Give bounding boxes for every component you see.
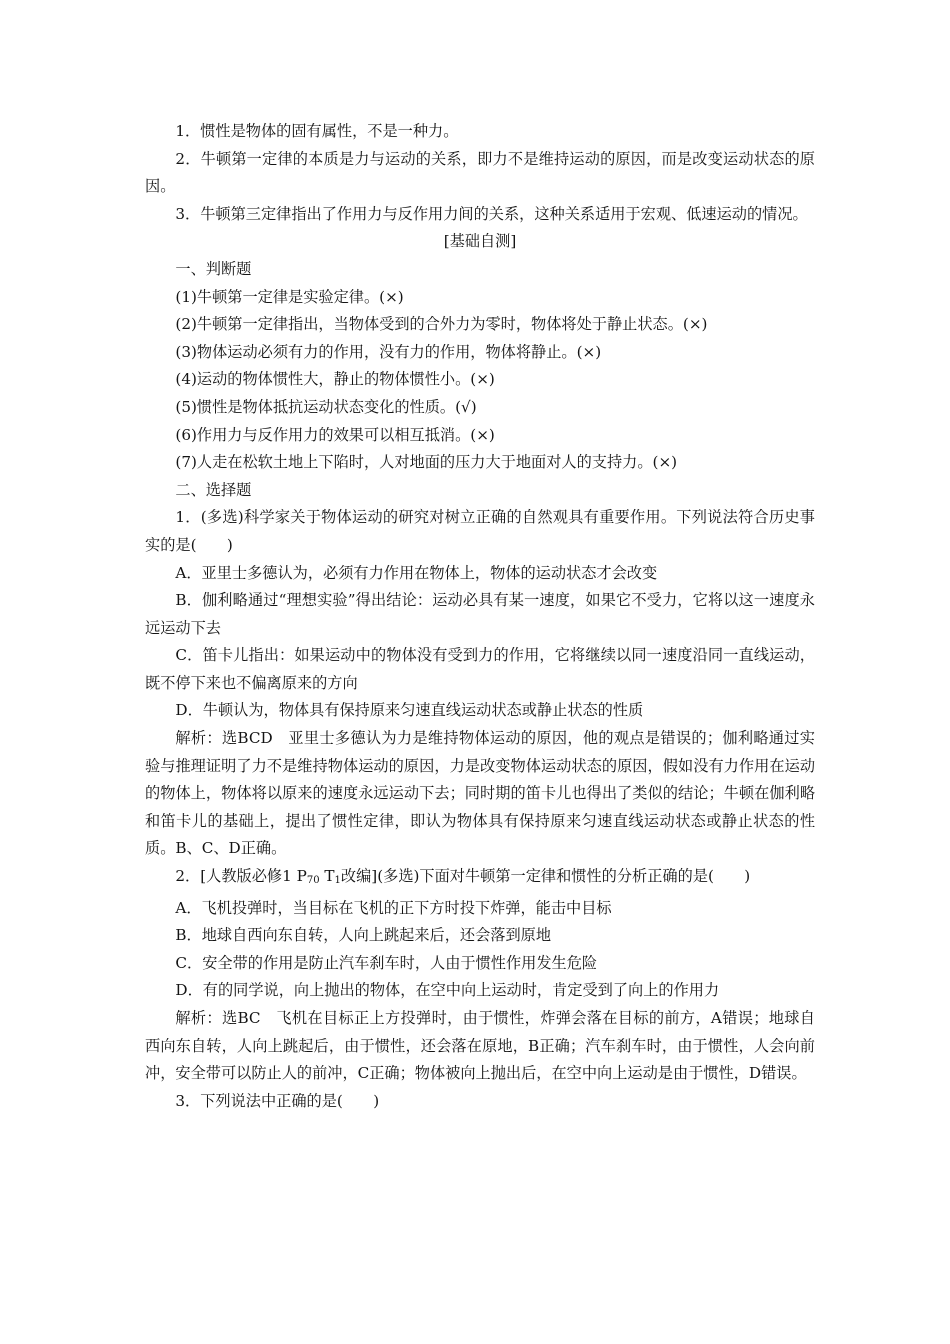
summary-point-2: 2．牛顿第一定律的本质是力与运动的关系，即力不是维持运动的原因，而是改变运动状态的原因。 [145, 149, 815, 196]
question-2-option-a: A．飞机投弹时，当目标在飞机的正下方时投下炸弹，能击中目标 [175, 898, 612, 917]
question-1-option-b: B．伽利略通过“理想实验”得出结论：运动必具有某一速度，如果它不受力，它将以这一速度永远运动下去 [145, 591, 815, 637]
judge-item: (4)运动的物体惯性大，静止的物体惯性小。(×) [175, 370, 495, 389]
judge-heading: 一、判断题 [175, 259, 252, 278]
question-2-stem-suffix: 改编](多选)下面对牛顿第一定律和惯性的分析正确的是( ) [340, 867, 751, 886]
judge-item: (3)物体运动必须有力的作用，没有力的作用，物体将静止。(×) [175, 342, 602, 361]
question-2-task-subscript: 1 [334, 875, 341, 887]
judge-item: (7)人走在松软土地上下陷时，人对地面的压力大于地面对人的支持力。(×) [175, 453, 678, 472]
question-1-option-d: D．牛顿认为，物体具有保持原来匀速直线运动状态或静止状态的性质 [175, 701, 644, 720]
question-2-analysis: 解析：选BC 飞机在目标正上方投弹时，由于惯性，炸弹会落在目标的前方，A错误；地球自西向东自转，人向上跳起后，由于惯性，还会落在原地，B正确；汽车刹车时，由于惯性，人会向前冲，安全带可以防止人的前冲，C正确；物体被向上抛出后，在空中向上运动是由于惯性，D错误。 [145, 1009, 815, 1083]
document-page [145, 118, 815, 1115]
question-2-stem-prefix: 2．[人教版必修1 P [175, 867, 307, 886]
question-2-page-subscript: 70 [306, 875, 320, 887]
question-2-option-d: D．有的同学说，向上抛出的物体，在空中向上运动时，肯定受到了向上的作用力 [175, 981, 720, 1000]
question-1-option-c: C．笛卡儿指出：如果运动中的物体没有受到力的作用，它将继续以同一速度沿同一直线运动，既不停下来也不偏离原来的方向 [145, 646, 815, 692]
judge-item: (1)牛顿第一定律是实验定律。(×) [175, 287, 404, 306]
question-2-stem [145, 863, 815, 895]
question-1-analysis: 解析：选BCD 亚里士多德认为力是维持物体运动的原因，他的观点是错误的；伽利略通过实验与推理证明了力不是维持物体运动的原因，力是改变物体运动状态的原因，假如没有力作用在运动的物体上，物体将以原来的速度永远运动下去；同时期的笛卡儿也得出了类似的结论；牛顿在伽利略和笛卡儿的基础上，提出了惯性定律，即认为物体具有保持原来匀速直线运动状态或静止状态的性质。B、C、D正确。 [145, 729, 815, 858]
summary-point-3: 3．牛顿第三定律指出了作用力与反作用力间的关系，这种关系适用于宏观、低速运动的情况。 [175, 204, 808, 223]
question-2-option-c: C．安全带的作用是防止汽车刹车时，人由于惯性作用发生危险 [175, 953, 598, 972]
question-1-option-a: A．亚里士多德认为，必须有力作用在物体上，物体的运动状态才会改变 [175, 563, 658, 582]
judge-item: (6)作用力与反作用力的效果可以相互抵消。(×) [175, 425, 495, 444]
summary-point-1: 1．惯性是物体的固有属性，不是一种力。 [175, 122, 459, 140]
choice-heading: 二、选择题 [175, 480, 252, 499]
section-title: [基础自测] [443, 232, 517, 251]
judge-item: (2)牛顿第一定律指出，当物体受到的合外力为零时，物体将处于静止状态。(×) [175, 315, 708, 334]
question-2-stem-mid: T [319, 867, 335, 886]
question-2-option-b: B．地球自西向东自转，人向上跳起来后，还会落到原地 [175, 926, 552, 945]
question-3-stem: 3．下列说法中正确的是( ) [175, 1091, 380, 1110]
judge-item: (5)惯性是物体抵抗运动状态变化的性质。(√) [175, 397, 477, 416]
question-1-stem: 1．(多选)科学家关于物体运动的研究对树立正确的自然观具有重要作用。下列说法符合历史事实的是( ) [145, 508, 815, 554]
